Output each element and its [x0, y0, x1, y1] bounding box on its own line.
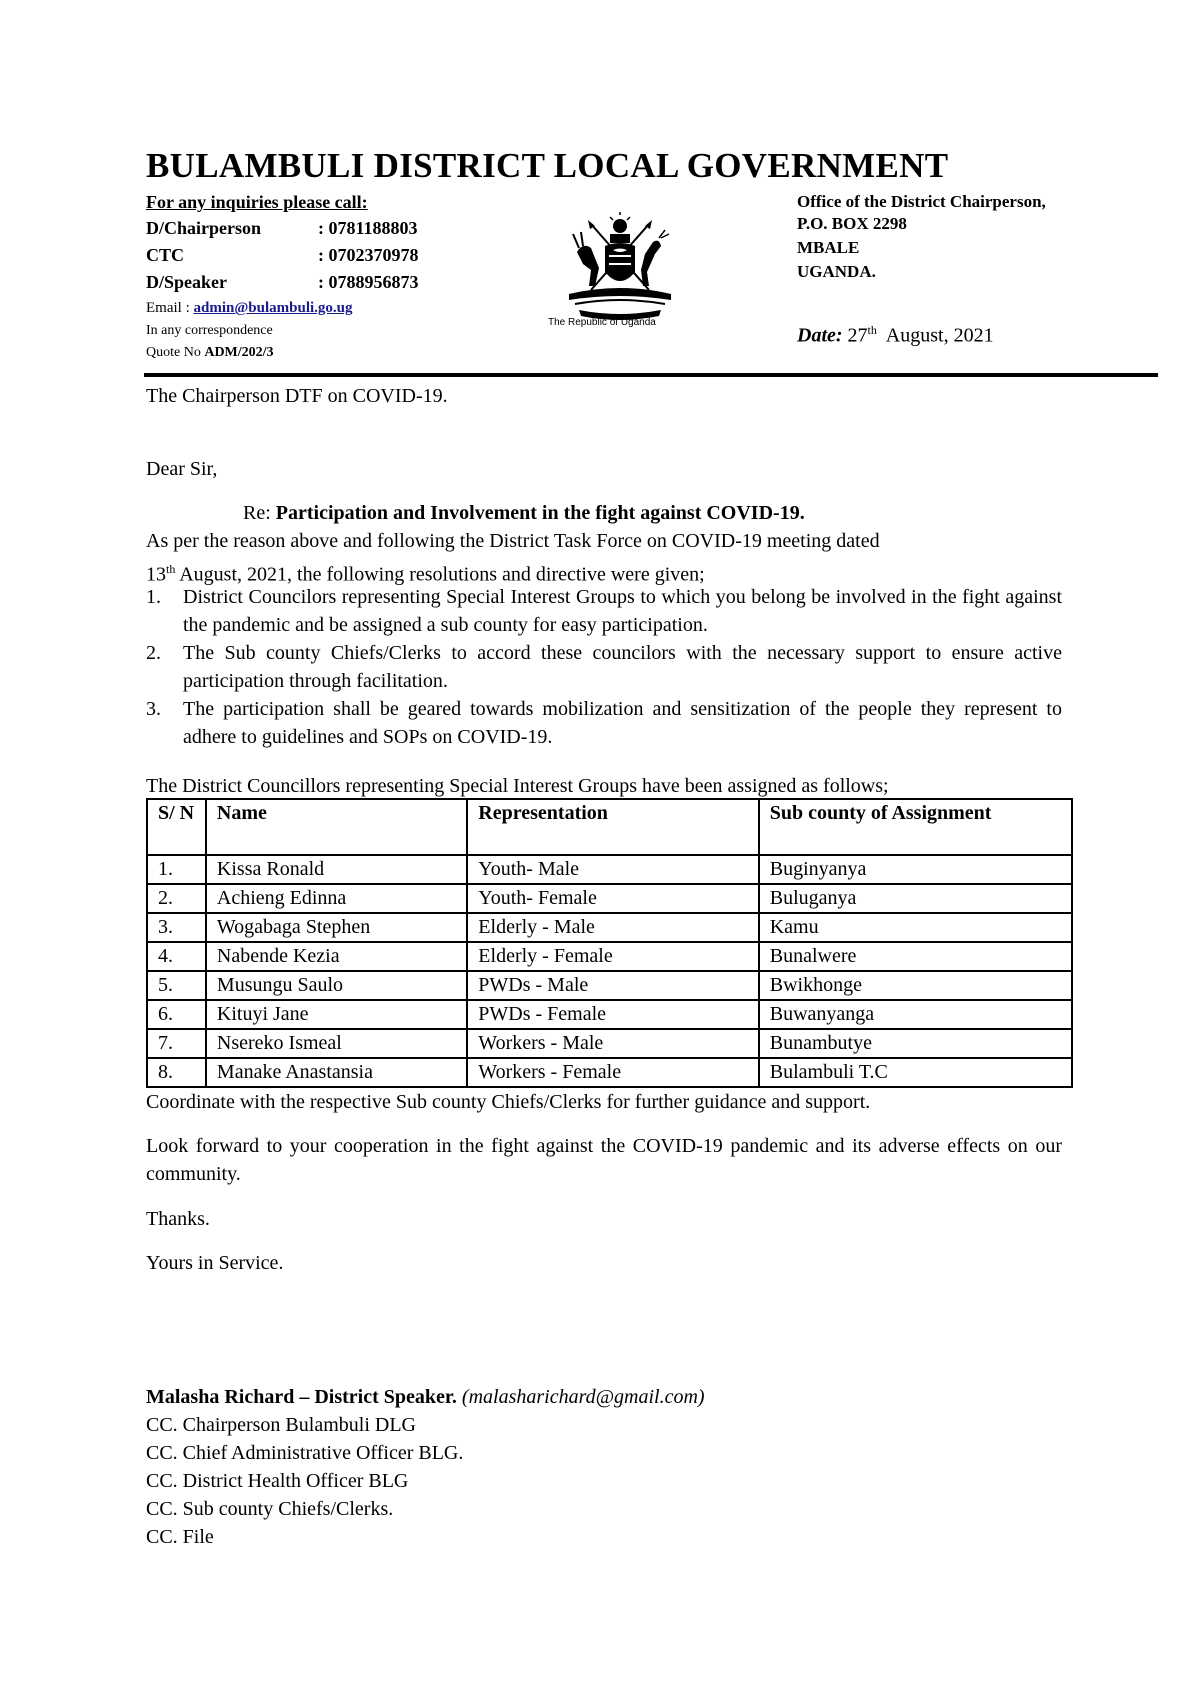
quote-number: ADM/202/3 [204, 345, 274, 360]
table-intro: The District Councillors representing Special Interest Groups have been assigned as follows; [146, 775, 889, 797]
contact-role: D/Chairperson [146, 218, 262, 238]
cell-subcounty: Bulambuli T.C [759, 1058, 1072, 1087]
cell-representation: Youth- Male [467, 855, 758, 884]
cell-subcounty: Buginyanya [759, 855, 1072, 884]
contact-role: CTC [146, 245, 185, 265]
intro-rest: August, 2021, the following resolutions and directive were given; [175, 563, 705, 586]
intro-suffix: th [166, 562, 176, 576]
thanks: Thanks. [146, 1208, 210, 1230]
po-box: P.O. BOX 2298 [797, 214, 907, 233]
letterhead-title: BULAMBULI DISTRICT LOCAL GOVERNMENT [146, 146, 949, 185]
signature-line [146, 1383, 705, 1411]
date-label: Date: [797, 324, 843, 347]
cell-sn: 4. [147, 942, 206, 971]
contact-phone: : 0781188803 [318, 218, 418, 238]
cell-name: Achieng Edinna [206, 884, 467, 913]
date-rest: August, 2021 [885, 324, 994, 347]
cell-representation: PWDs - Male [467, 971, 758, 1000]
cell-name: Kissa Ronald [206, 855, 467, 884]
cc-item: CC. Sub county Chiefs/Clerks. [146, 1498, 394, 1520]
table-header-row [147, 799, 1072, 855]
town: MBALE [797, 238, 860, 257]
cell-representation: Workers - Male [467, 1029, 758, 1058]
cell-sn: 5. [147, 971, 206, 1000]
subject-line [243, 499, 805, 527]
header-name: Name [206, 799, 467, 855]
table-row [147, 942, 1072, 971]
cell-subcounty: Bunambutye [759, 1029, 1072, 1058]
re-label: Re: [243, 502, 276, 524]
date-suffix: th [867, 323, 877, 337]
cell-name: Kituyi Jane [206, 1000, 467, 1029]
resolution-item [146, 695, 1062, 751]
table-row [147, 913, 1072, 942]
cell-representation: Workers - Female [467, 1058, 758, 1087]
resolution-number: 3. [146, 698, 161, 720]
contact-phone: : 0788956873 [318, 272, 419, 292]
cell-name: Manake Anastansia [206, 1058, 467, 1087]
resolution-item [146, 583, 1062, 639]
cc-item: CC. Chief Administrative Officer BLG. [146, 1442, 464, 1464]
salutation: Dear Sir, [146, 458, 218, 480]
inquiries-label: For any inquiries please call: [146, 192, 368, 212]
cell-subcounty: Buluganya [759, 884, 1072, 913]
coordinate-note: Coordinate with the respective Sub county Chiefs/Clerks for further guidance and support. [146, 1091, 871, 1113]
cell-sn: 6. [147, 1000, 206, 1029]
cell-subcounty: Bwikhonge [759, 971, 1072, 1000]
intro-day: 13 [146, 563, 166, 586]
office-title: Office of the District Chairperson, [797, 192, 1046, 211]
cell-representation: Elderly - Male [467, 913, 758, 942]
cell-sn: 8. [147, 1058, 206, 1087]
header-representation: Representation [467, 799, 758, 855]
table-row [147, 884, 1072, 913]
table-row [147, 1000, 1072, 1029]
crest-caption: The Republic of Uganda [548, 317, 656, 328]
resolution-text: The participation shall be geared towards mobilization and sensitization of the people they represent to adhere to guidelines and SOPs on COVID-19. [183, 698, 1062, 748]
date-day: 27 [847, 324, 868, 347]
header-divider [144, 373, 1158, 377]
header-sn: S/ N [147, 799, 206, 855]
cc-item: CC. Chairperson Bulambuli DLG [146, 1414, 416, 1436]
contact-phone: : 0702370978 [318, 245, 419, 265]
cell-representation: Youth- Female [467, 884, 758, 913]
cell-subcounty: Kamu [759, 913, 1072, 942]
signatory: Malasha Richard – District Speaker. [146, 1386, 457, 1408]
subject: Participation and Involvement in the fight against COVID-19. [275, 502, 805, 524]
resolution-number: 2. [146, 642, 161, 664]
cell-sn: 7. [147, 1029, 206, 1058]
email-link[interactable]: admin@bulambuli.go.ug [193, 300, 353, 316]
cell-representation: PWDs - Female [467, 1000, 758, 1029]
cc-list [146, 1411, 463, 1551]
letter-date [797, 316, 994, 350]
cc-item: CC. District Health Officer BLG [146, 1470, 409, 1492]
cell-sn: 2. [147, 884, 206, 913]
cell-name: Nabende Kezia [206, 942, 467, 971]
resolution-text: The Sub county Chiefs/Clerks to accord these councilors with the necessary support to ensure active participation through facilitation. [183, 642, 1062, 692]
resolutions-list [146, 583, 1062, 751]
intro-line-1: As per the reason above and following the District Task Force on COVID-19 meeting dated [146, 530, 880, 552]
contact-role: D/Speaker [146, 272, 227, 292]
resolution-text: District Councilors representing Special Interest Groups to which you belong be involved in the fight against the pandemic and be assigned a sub county for easy participation. [183, 586, 1062, 636]
cc-item: CC. File [146, 1526, 214, 1548]
quote-prefix: Quote No [146, 345, 205, 360]
cell-sn: 3. [147, 913, 206, 942]
quote-line [146, 345, 274, 361]
resolution-item [146, 639, 1062, 695]
cell-name: Musungu Saulo [206, 971, 467, 1000]
look-forward: Look forward to your cooperation in the fight against the COVID-19 pandemic and its adverse effects on our community. [146, 1135, 1062, 1185]
table-row [147, 855, 1072, 884]
cell-name: Wogabaga Stephen [206, 913, 467, 942]
resolution-number: 1. [146, 586, 161, 608]
table-row [147, 971, 1072, 1000]
councillors-table [146, 798, 1073, 1088]
header-subcounty: Sub county of Assignment [759, 799, 1072, 855]
cell-subcounty: Buwanyanga [759, 1000, 1072, 1029]
cell-name: Nsereko Ismeal [206, 1029, 467, 1058]
cell-subcounty: Bunalwere [759, 942, 1072, 971]
cell-sn: 1. [147, 855, 206, 884]
addressee: The Chairperson DTF on COVID-19. [146, 385, 448, 407]
country: UGANDA. [797, 262, 876, 281]
cell-representation: Elderly - Female [467, 942, 758, 971]
table-row [147, 1029, 1072, 1058]
email-label: Email : [146, 300, 194, 316]
table-row [147, 1058, 1072, 1087]
signatory-email[interactable]: (malasharichard@gmail.com) [461, 1386, 705, 1408]
email-line [146, 300, 353, 317]
correspondence-note: In any correspondence [146, 323, 273, 338]
closing: Yours in Service. [146, 1252, 284, 1274]
uganda-coat-of-arms-icon [555, 212, 685, 332]
